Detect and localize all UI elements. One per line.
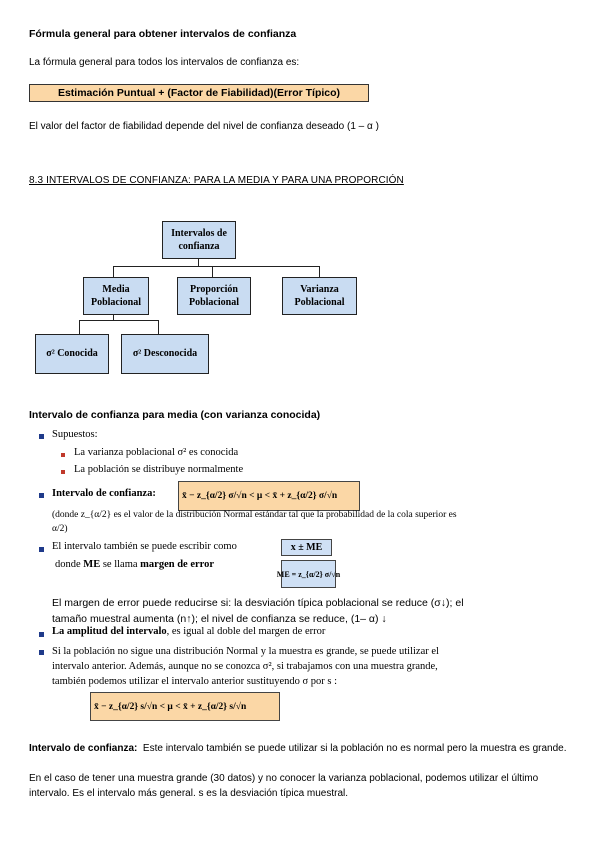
me-called-text xyxy=(55,559,214,570)
connector xyxy=(79,320,159,321)
footer-text-1: Este intervalo también se puede utilizar si la población no es normal pero la muestra es grande. xyxy=(142,743,567,754)
footer-paragraph-1 xyxy=(29,741,574,756)
connector xyxy=(319,266,320,277)
connector xyxy=(113,266,114,277)
no-normal-text: Si la población no sigue una distribución Normal y la muestra es grande, se puede utilizar el intervalo anterior. Además, aunque no se conozca σ², si trabajamos con una muestra grande, también podemos utilizar el intervalo anterior sustituyendo σ por s : xyxy=(52,646,439,688)
intro-text: La fórmula general para todos los intervalos de confianza es: xyxy=(29,57,300,68)
supuestos-label: Supuestos: xyxy=(52,429,98,440)
me-formula-box: ME = z_{α/2} σ/√n xyxy=(281,560,336,588)
connector xyxy=(79,320,80,334)
connector xyxy=(212,266,213,277)
node-conocida xyxy=(35,334,109,374)
bullet-icon xyxy=(39,434,44,439)
amplitud-bold: La amplitud del intervalo xyxy=(52,626,167,637)
z-note: (donde z_{α/2} es el valor de la distribución Normal estándar tal que la probabilidad de la cola superior es α/2) xyxy=(52,510,457,534)
bullet-icon xyxy=(39,493,44,498)
me-called-mid: se llama xyxy=(102,559,138,570)
node-desconocida xyxy=(121,334,209,374)
me-called-bold: ME xyxy=(83,559,101,570)
ic-label: Intervalo de confianza: xyxy=(52,488,156,499)
me-called-pre: donde xyxy=(55,559,81,570)
footer-paragraph-2: En el caso de tener una muestra grande (30 datos) y no conocer la varianza poblacional, podemos utilizar el último intervalo. Es el intervalo más general. s es la desviación típica muestral. xyxy=(29,773,539,799)
bullet-icon xyxy=(39,650,44,655)
s-formula-box: x̄ − z_{α/2} s/√n < μ < x̄ + z_{α/2} s/√n xyxy=(90,692,280,721)
general-formula-box: Estimación Puntual + (Factor de Fiabilidad)(Error Típico) xyxy=(29,84,369,102)
node-varianza: Varianza Poblacional xyxy=(282,277,357,315)
connector xyxy=(158,320,159,334)
reduce-text: El margen de error puede reducirse si: la desviación típica poblacional se reduce (σ↓); el tamaño muestral aumenta (n↑); el nivel de confianza se reduce, (1– α) ↓ xyxy=(52,597,464,625)
node-conocida-label: σ² Conocida xyxy=(46,348,98,360)
footer-label: Intervalo de confianza: xyxy=(29,743,138,754)
amplitud-rest: , es igual al doble del margen de error xyxy=(166,626,326,637)
bullet-icon xyxy=(39,632,44,637)
node-proporcion: Proporción Poblacional xyxy=(177,277,251,315)
also-written-text: El intervalo también se puede escribir como xyxy=(52,541,237,552)
bullet-icon xyxy=(39,547,44,552)
node-media: Media Poblacional xyxy=(83,277,149,315)
x-pm-me-box: x ± ME xyxy=(281,539,332,556)
supuesto-normal: La población se distribuye normalmente xyxy=(74,464,244,475)
amplitud-text xyxy=(52,626,325,637)
bullet-icon xyxy=(61,453,65,457)
connector xyxy=(113,266,320,267)
reliability-note: El valor del factor de fiabilidad depende del nivel de confianza deseado (1 – α ) xyxy=(29,121,379,132)
me-called-term: margen de error xyxy=(140,559,215,570)
ic-formula-box: x̄ − z_{α/2} σ/√n < μ < x̄ + z_{α/2} σ/√n xyxy=(178,481,360,511)
page-title: Fórmula general para obtener intervalos de confianza xyxy=(29,28,297,40)
node-root: Intervalos de confianza xyxy=(162,221,236,259)
node-desconocida-label: σ² Desconocida xyxy=(132,348,198,360)
supuesto-varianza: La varianza poblacional σ² es conocida xyxy=(74,447,239,458)
section-heading: 8.3 INTERVALOS DE CONFIANZA: PARA LA MEDIA Y PARA UNA PROPORCIÓN xyxy=(29,175,404,186)
bullet-icon xyxy=(61,470,65,474)
media-section-title: Intervalo de confianza para media (con varianza conocida) xyxy=(29,409,321,421)
